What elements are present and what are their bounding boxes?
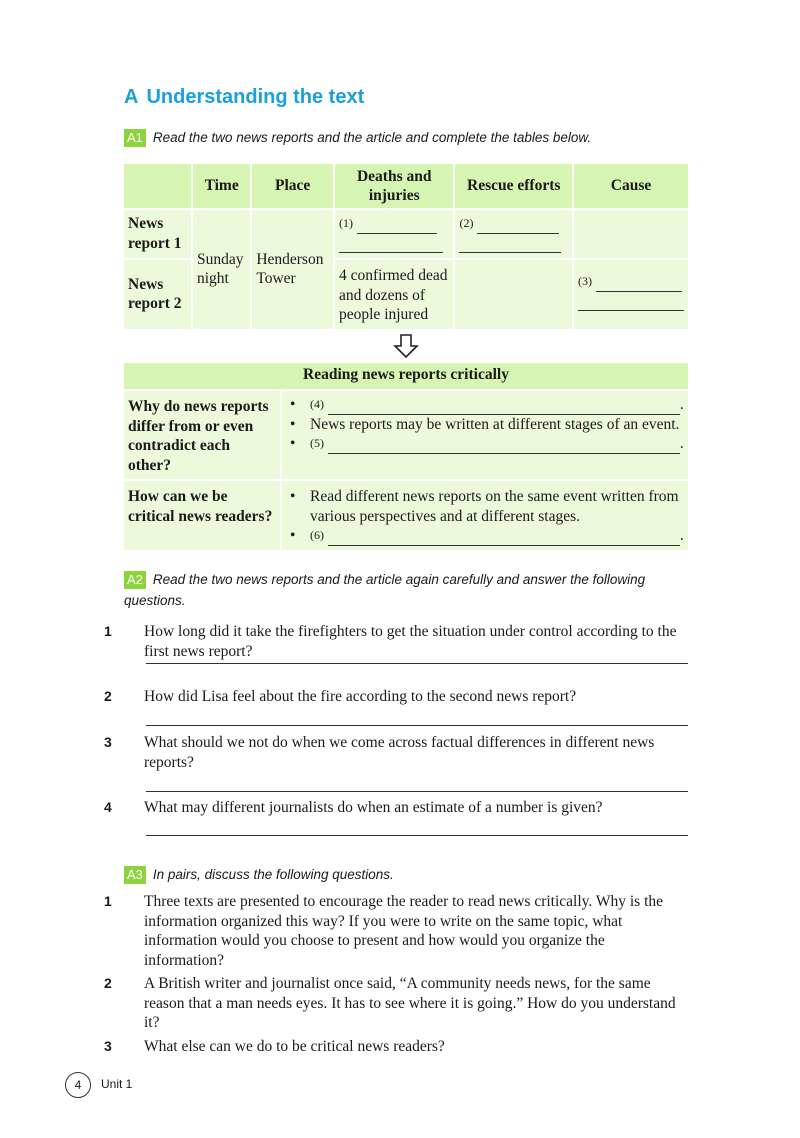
a3-q3-text: What else can we do to be critical news readers? [144,1038,445,1055]
a3-instruction-text: In pairs, discuss the following questions. [152,867,394,882]
a1-badge: A1 [124,129,146,147]
header-deaths: Deaths and injuries [334,164,454,209]
a1-instruction [124,127,664,148]
table2-row2 [124,480,688,551]
blank3-line[interactable] [596,277,682,292]
a2-question-1 [104,622,688,661]
blank4-line[interactable] [328,400,680,415]
a2-q3-text: What should we not do when we come across factual differences in different news reports? [144,734,655,771]
a2-q2-number: 2 [104,688,112,704]
page-number: 4 [65,1072,91,1098]
blank2-line[interactable] [477,219,559,234]
tips-list [286,487,684,546]
cause-report1-cell [573,209,688,259]
a2-question-4 [104,798,688,818]
a3-q2-number: 2 [104,975,112,991]
table2-question2: How can we be critical news readers? [124,480,281,551]
section-title [124,86,364,109]
blank6-line[interactable] [328,531,680,546]
rescue-report2-cell [454,259,573,330]
a2-question-2 [104,687,688,707]
blank2-line2[interactable] [459,238,561,253]
blank4-label: (4) [310,397,324,411]
header-rescue: Rescue efforts [454,164,573,209]
a2-question-3 [104,733,688,772]
blank5-line[interactable] [328,439,680,454]
arrow-down-icon [393,333,419,359]
deaths-report1-cell [334,209,454,259]
blank5-period: . [679,435,684,452]
table1-header-row [124,164,688,209]
reason-stages: • News reports may be written at different stages of an event. [286,415,684,435]
blank6-label: (6) [310,528,324,542]
section-title-text: Understanding the text [146,86,365,108]
table2-answer1 [281,390,688,480]
tip-blank6 [286,526,684,546]
a2-q1-text: How long did it take the firefighters to get the situation under control according to the first news report? [144,623,677,660]
place-cell: Henderson Tower [251,209,334,330]
blank3-label: (3) [578,274,592,288]
critical-reading-table [124,363,688,552]
a2-answer-line-2[interactable] [146,709,688,726]
a2-q4-text: What may different journalists do when an estimate of a number is given? [144,799,603,816]
row-label-report2: News report 2 [124,259,192,330]
table2-header-row [124,363,688,390]
a3-badge: A3 [124,866,146,884]
unit-label: Unit 1 [101,1077,133,1092]
page-footer [65,1072,132,1098]
reasons-list [286,395,684,454]
section-letter: A [124,86,139,108]
blank1-line2[interactable] [339,238,443,253]
a3-q3-number: 3 [104,1038,112,1054]
table1-row-report1 [124,209,688,259]
a3-question-3 [104,1037,688,1057]
blank6-period: . [679,527,684,544]
cause-report2-cell [573,259,688,330]
a1-instruction-text: Read the two news reports and the article and complete the tables below. [152,130,592,145]
table2-answer2 [281,480,688,551]
blank5-label: (5) [310,436,324,450]
blank2-label: (2) [459,216,474,230]
a2-q1-number: 1 [104,623,112,639]
a2-instruction-text: Read the two news reports and the article again carefully and answer the following questions. [124,572,646,608]
table2-row1 [124,390,688,480]
header-place: Place [251,164,334,209]
a3-q2-text: A British writer and journalist once said, “A community needs news, for the same reason that a man needs eyes. It has to see where it is going.” How do you understand it? [144,975,676,1031]
blank1-line[interactable] [357,219,437,234]
table2-title: Reading news reports critically [124,363,688,390]
a3-instruction [124,864,664,885]
header-cause: Cause [573,164,688,209]
a2-answer-line-4[interactable] [146,819,688,836]
a2-answer-line-1[interactable] [146,663,688,664]
tip-read-different: • Read different news reports on the same event written from various perspectives and at different stages. [286,487,684,526]
a2-instruction [124,569,664,611]
news-comparison-table [124,164,688,331]
a2-answer-line-3[interactable] [146,775,688,792]
a2-q2-text: How did Lisa feel about the fire according to the second news report? [144,688,577,705]
reason-blank5 [286,434,684,454]
rescue-report1-cell [454,209,573,259]
time-cell: Sunday night [192,209,251,330]
row-label-report1: News report 1 [124,209,192,259]
table2-question1: Why do news reports differ from or even contradict each other? [124,390,281,480]
a3-question-2 [104,974,688,1033]
a3-q1-text: Three texts are presented to encourage the reader to read news critically. Why is the information organized this way? If you were to write on the same topic, what information would you choose to present and how would you organize the information? [144,893,664,969]
table1-corner [124,164,192,209]
header-time: Time [192,164,251,209]
reason-blank4 [286,395,684,415]
a2-q3-number: 3 [104,734,112,750]
blank4-period: . [679,396,684,413]
a2-q4-number: 4 [104,799,112,815]
a3-q1-number: 1 [104,893,112,909]
blank3-line2[interactable] [578,296,684,311]
blank1-label: (1) [339,216,353,230]
a3-question-1 [104,892,688,970]
deaths-report2-cell: 4 confirmed dead and dozens of people injured [334,259,454,330]
a2-badge: A2 [124,571,146,589]
